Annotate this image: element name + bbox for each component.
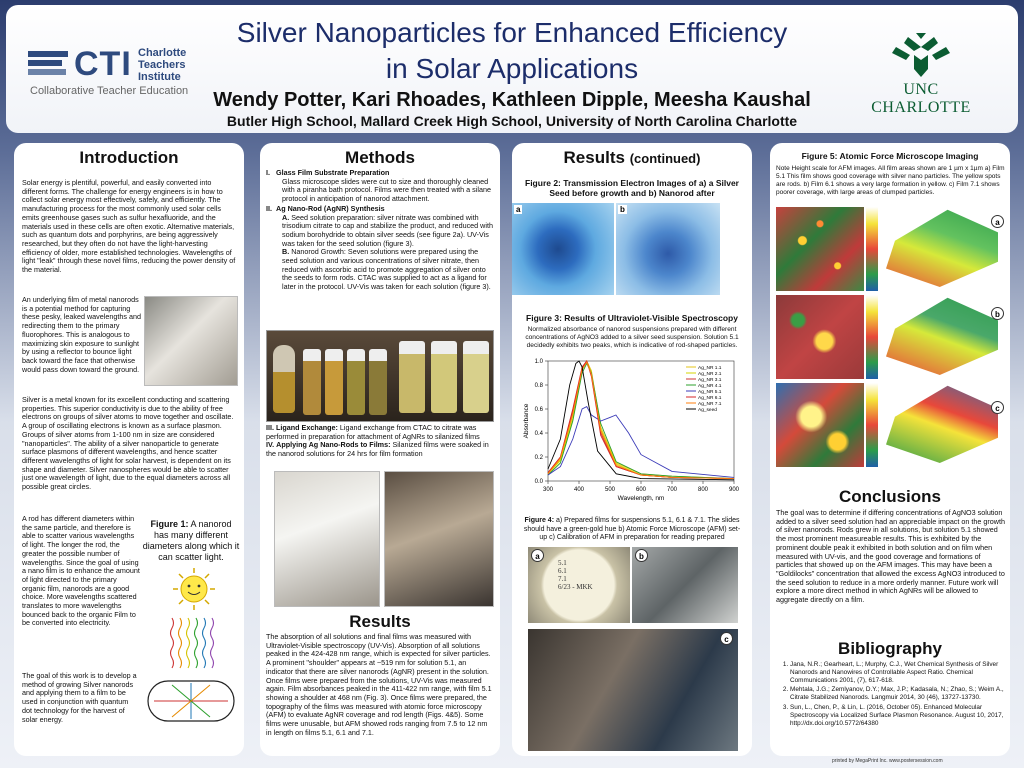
intro-paragraph-3: Silver is a metal known for its excellent conducting and scattering properties. This superior conductivity is due to the ability of free electrons on groups of silver atoms to move together and oscillate. A group of oscillating electrons is known as a surface plasmon. Groups of silver atoms from 1-100 nm in size are considered "nanoparticles". The ability of a silver nanoparticle to generate surface plasmons of different wavelengths, and hence scatter different wavelengths of light for solar harvest, is dependent on its shape and diameter. Silver nanospheres would be able to scatter just one wavelength of light, due to the equal diameters across all possible great circles. xyxy=(22,395,234,492)
legend-label: Ag_NR 3.1 xyxy=(698,378,722,383)
figure-2b-label: b xyxy=(620,205,625,214)
afm-3d-image-a xyxy=(886,203,998,287)
y-tick-label: 0.6 xyxy=(534,407,543,413)
y-tick-label: 0.2 xyxy=(534,455,543,461)
methods-s2-a-label: A. xyxy=(282,212,290,222)
results-continued-heading xyxy=(512,148,752,168)
methods-s2-title: Ag Nano-Rod (AgNR) Synthesis xyxy=(276,203,385,213)
y-axis-label: Absorbance xyxy=(523,403,530,439)
dish-label-51: 5.1 xyxy=(558,559,567,567)
methods-s3-title: Ligand Exchange: xyxy=(276,423,338,432)
methods-s4-text: Silanized films were soaked in the nanorod solutions for 24 hrs for film formation xyxy=(266,440,489,459)
legend-label: Ag_seed xyxy=(698,408,717,413)
x-tick-label: 900 xyxy=(728,487,740,493)
figure-2-title: Figure 2: Transmission Electron Images of a) a Silver Seed before growth and b) Nanorod after xyxy=(525,178,739,198)
methods-section-1 xyxy=(266,169,494,292)
intro-paragraph-4: A rod has different diameters within the same particle, and therefore is able to scatter various wavelengths of light. The longer the rod, the greater the possible number of wavelengths. Since the goal of using a nano film is to enhance the amount of light directed to the primary organic film, nanorods are a good choice. More wavelengths scattered translates to more wavelengths bounced back to the organic Film to be converted into electricity. xyxy=(22,514,140,628)
legend-label: Ag_NR 1.1 xyxy=(698,366,722,371)
lab-photo-1 xyxy=(274,471,380,607)
vial-icon xyxy=(463,341,489,413)
dish-label-71: 7.1 xyxy=(558,575,567,583)
bibliography-item: 1. Jana, N.R.; Gearheart, L.; Murphy, C.J., Wet Chemical Synthesis of Silver Nanorods and Nanowires of Controllable Aspect Ratio. Chemical Communications 2001, (7), 617-618. xyxy=(790,661,1006,684)
methods-s2-a-text: Seed solution preparation: silver nitrate was combined with trisodium citrate to cap and stabilize the product, and reduced with sodium borohydride to obtain silver seeds (see figure 2a). UV-Vis was taken for the seed solution (figure 3). xyxy=(282,212,493,248)
legend-label: Ag_NR 6.1 xyxy=(698,396,722,401)
results-heading: Results xyxy=(349,612,411,631)
afm-2d-image-b xyxy=(776,295,864,379)
intro-paragraph-5: The goal of this work is to develop a method of growing Silver nanorods and applying them to a film to be used in conjunction with quantum dot technology for the harvest of solar energy. xyxy=(22,671,137,724)
figure-4-caption xyxy=(520,517,744,543)
poster-title-line2: in Solar Applications xyxy=(385,53,639,84)
poster-schools: Butler High School, Mallard Creek High School, University of North Carolina Charlotte xyxy=(226,113,798,129)
methods-section-3-4 xyxy=(266,424,494,459)
figure-4-text: a) Prepared films for suspensions 5.1, 6.1 & 7.1. The slides should have a green-gold hue b) Atomic Force Microscope (AFM) set-up c) Calibration of AFM in preparation for reading prepared xyxy=(523,517,741,541)
methods-s2-b-text: Nanorod Growth: Seven solutions were prepared using the seed solution and various concentrations of silver nitrate, then reduced with ascorbic acid to promote aggregation of silver onto the seeds to form rods. CTAC was supplied to act as a ligand for later in the protocol. UV-Vis was taken for each solution (figure 3). xyxy=(282,247,491,292)
vial-icon xyxy=(303,349,321,415)
methods-panel xyxy=(260,143,500,756)
tem-image-seed xyxy=(512,203,614,295)
methods-s1-title: Glass Film Substrate Preparation xyxy=(276,168,390,177)
poster-header xyxy=(6,5,1018,133)
results-continued-title: Results xyxy=(563,148,625,167)
poster-authors: Wendy Potter, Kari Rhoades, Kathleen Dipple, Meesha Kaushal xyxy=(213,89,811,111)
cti-tagline: Collaborative Teacher Education xyxy=(30,85,189,97)
figure-5-title: Figure 5: Atomic Force Microscope Imaging xyxy=(801,151,979,161)
figure-1-caption xyxy=(142,519,240,563)
vial-icon xyxy=(431,341,457,413)
results-continued-suffix: (continued) xyxy=(629,151,701,166)
bibliography-item: 2. Mehtala, J.G.; Zemlyanov, D.Y.; Max, J.P.; Kadasala, N.; Zhao, S.; Weim A., Citrate Stabilized Nanorods. Langmuir 2014, 30 (46), 13727-13730. xyxy=(790,686,1006,702)
y-tick-label: 0.0 xyxy=(534,479,543,485)
methods-s4-title: Applying Ag Nano-Rods to Films: xyxy=(276,440,391,450)
vial-icon xyxy=(399,341,425,413)
methods-s2-num: II. xyxy=(266,203,272,213)
dish-labels xyxy=(558,559,593,591)
y-tick-label: 0.4 xyxy=(534,431,543,437)
intro-paragraph-2: An underlying film of metal nanorods is a potential method for capturing these pesky, leaked wavelengths and redirecting them to the primary fluorophores. This is analogous to maximizing skin exposure to sunlight by using a reflector to bounce light back toward the face that otherwise would pass down toward the ground. xyxy=(22,295,141,374)
afm-c-label: c xyxy=(991,401,1004,414)
x-axis-label: Wavelength, nm xyxy=(617,495,665,502)
conclusions-heading: Conclusions xyxy=(838,487,941,506)
legend-label: Ag_NR 4.1 xyxy=(698,384,722,389)
figure-4-label: Figure 4: xyxy=(524,517,555,524)
intro-paragraph-1: Solar energy is plentiful, powerful, and easily converted into different forms. The challenge for energy engineers is in how to collect solar energy most effectively, safely, and efficiently. The manufacturing process for the most commonly used solar cells emits greenhouse gases such as sulfur hexafluoride, and the materials used in these cells are often exotic. Alternative materials, such as quantum dots and porphyrins, are being aggressively researched, but they often do not have the light-harvesting efficiency of older, more established technologies. Wavelengths of light "leak" through these novel films, reducing the power density of the material. xyxy=(22,178,236,275)
afm-b-label: b xyxy=(991,307,1004,320)
methods-s1-text: Glass microscope slides were cut to size and thoroughly cleaned with a piranha bath protocol. Films were then treated with a silane protocol in anticipation of nanorod attachment. xyxy=(282,176,491,204)
results-continued-panel xyxy=(512,143,752,756)
legend-label: Ag_NR 7.1 xyxy=(698,402,722,407)
figure-4c-label: c xyxy=(720,632,733,645)
figure-4a-label: a xyxy=(531,549,544,562)
legend-label: Ag_NR 5.1 xyxy=(698,390,722,395)
uvvis-chart-plot xyxy=(523,359,740,502)
x-tick-label: 300 xyxy=(542,487,554,493)
afm-a-label: a xyxy=(991,215,1004,228)
figure-1-text: A nanorod has many different diameters along which it can scatter light. xyxy=(142,519,240,562)
printer-credit: printed by MegaPrint Inc. www.postersession.com xyxy=(832,758,943,764)
conclusions-text: The goal was to determine if differing concentrations of AgNO3 solution added to a silver seed solution had an appreciable impact on the growth of silver nanorods. Rods grew in all solutions, but solution 5.1 showed the most prominent measureable results. This is exhibited by the prominent double peak it exhibited in both solution and on film when measured with UV-vis, and the good coverage and formations of particles that showed up on the AFM images. This may have been a "Goldilocks" concentration that allowed the excess AgNO3 introduced to the seed solution to reduce in a more orderly manner. Future work will explore a more direct method in which AgNRs will be allowed to aggregate directly on a film. xyxy=(776,508,1005,605)
methods-heading: Methods xyxy=(345,148,415,167)
poster-title-line1: Silver Nanoparticles for Enhanced Efficiency xyxy=(236,17,788,48)
afm-height-scale-a xyxy=(866,207,878,291)
vial-icon xyxy=(325,349,343,415)
methods-s3-text: Ligand exchange from CTAC to citrate was performed in preparation for attachment of AgNRs to silanized films xyxy=(266,423,480,441)
nanorod-diagram xyxy=(142,563,240,743)
figure-5-caption: Note Height scale for AFM images. All film areas shown are 1 µm x 1µm a) Film 5.1 This film shows good coverage with silver nano particles. The yellow spots are rods. b) Film 6.1 shows a very large formation in yellow. c) Film 7.1 shows poorer coverage, with large areas of clumped particles. xyxy=(776,165,1005,196)
legend-label: Ag_NR 2.1 xyxy=(698,372,722,377)
afm-3d-image-b xyxy=(886,291,998,375)
reflector-photo xyxy=(144,296,238,386)
figure-3-title: Figure 3: Results of Ultraviolet-Visible Spectroscopy xyxy=(526,313,738,323)
vials-photo xyxy=(266,330,494,422)
x-tick-label: 500 xyxy=(604,487,616,493)
flask-icon xyxy=(273,345,295,413)
nanorod-shape-icon xyxy=(148,681,234,721)
afm-3d-image-c xyxy=(886,379,998,463)
light-waves-icon xyxy=(171,618,214,668)
afm-setup-photo xyxy=(632,547,738,623)
figure-2a-label: a xyxy=(516,205,521,214)
methods-s1-num: I. xyxy=(266,168,270,177)
figure-3-caption: Normalized absorbance of nanorod suspensions prepared with different concentrations of AgNO3 added to a silver seed suspension. Solution 5.1 decidedly exhibits two peaks, which is indicative of rod-shaped particles. xyxy=(525,326,739,349)
uvvis-chart xyxy=(518,355,744,515)
lab-photo-2 xyxy=(384,471,494,607)
results-text: The absorption of all solutions and final films was measured with Ultraviolet-Visible spectroscopy (UV-Vis). Absorption of all solutions peaked in the 424-428 nm range, which is expected for silver particles. A prominent "shoulder" appears at ~519 nm for solution 5.1, an indicator that there are silver nanorods (AgNR) present in the solution. Once films were prepared from the solutions, UV-Vis was measured again. Film absorbances peaked in the 411-422 nm range, with film 5.1 showing a shoulder at 468 nm (Fig. 3). Once films were prepared, the topography of the films was measured with atomic force microscopy (AFM) to evaluate AgNR coverage and rod length (Figs. 4&5). Some films were unusable, but AFM showed rods ranging from 7.5 to 12 nm in length on films 5.1, 6.1 and 7.1. xyxy=(266,632,492,737)
methods-s3-num: III. xyxy=(266,423,274,432)
cti-abbrev: CTI xyxy=(74,45,132,83)
dish-label-61: 6.1 xyxy=(558,567,567,575)
vial-icon xyxy=(369,349,387,415)
bibliography-list xyxy=(778,661,1006,727)
cti-name: Charlotte Teachers Institute xyxy=(138,47,187,83)
x-tick-label: 700 xyxy=(666,487,678,493)
x-tick-label: 600 xyxy=(635,487,647,493)
methods-s2-b-label: B. xyxy=(282,247,290,257)
bibliography-heading: Bibliography xyxy=(838,639,942,658)
figure-4b-label: b xyxy=(635,549,648,562)
afm-2d-image-c xyxy=(776,383,864,467)
unc-logo-text: UNC CHARLOTTE xyxy=(871,81,971,116)
y-tick-label: 0.8 xyxy=(534,383,543,389)
afm-height-scale-b xyxy=(866,295,878,379)
sun-icon xyxy=(173,568,215,610)
introduction-heading: Introduction xyxy=(79,148,179,167)
bibliography-item: 3. Sun, L., Chen, P., & Lin, L. (2016, October 05). Enhanced Molecular Spectroscopy via Localized Surface Plasmon Resonance. August 10, 2017, http://dx.doi.org/10.5772/64380 xyxy=(790,704,1006,727)
conclusions-panel xyxy=(770,143,1010,756)
unc-crown-icon xyxy=(856,33,986,81)
introduction-panel xyxy=(14,143,244,756)
afm-2d-image-a xyxy=(776,207,864,291)
methods-s4-num: IV. xyxy=(266,440,275,450)
figure-1-label: Figure 1: xyxy=(150,519,189,529)
afm-height-scale-c xyxy=(866,383,878,467)
dish-label-date: 6/23 - MKK xyxy=(558,583,593,591)
x-tick-label: 400 xyxy=(573,487,585,493)
y-tick-label: 1.0 xyxy=(534,359,543,365)
afm-calibration-photo xyxy=(528,629,738,751)
x-tick-label: 800 xyxy=(697,487,709,493)
tem-image-nanorod xyxy=(616,203,720,295)
vial-icon xyxy=(347,349,365,415)
unc-logo xyxy=(856,33,986,116)
